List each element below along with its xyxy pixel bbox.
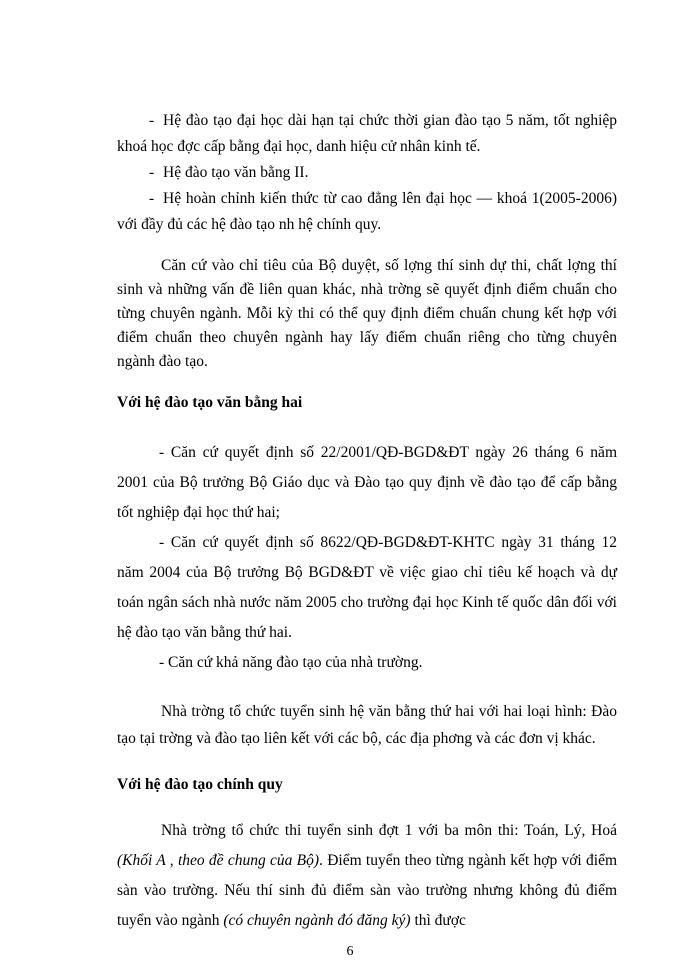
bullet-item: - Hệ đào tạo văn bằng II.	[149, 164, 309, 181]
admission-italic-2: (có chuyên ngành đó đăng ký)	[223, 912, 411, 929]
page-number: 6	[346, 944, 354, 959]
admission-text-2: . Điểm tuyển theo từng ngành kết hợp với điểm sàn vào trường. Nếu thí sinh đủ điểm sàn vào trường nhưng không đủ điểm tuyển vào ngành	[117, 852, 618, 929]
page-content	[117, 108, 617, 936]
dash-item: - Căn cứ quyết định số 8622/QĐ-BGD&ĐT-KHTC ngày 31 tháng 12 năm 2004 của Bộ trưởng Bộ BGD&ĐT về việc giao chỉ tiêu kế hoạch và dự toán ngân sách nhà nước năm 2005 cho trường đại học Kinh tế quốc dân đối với hệ đào tạo văn bằng thứ hai.	[117, 534, 617, 641]
admission-italic-1: (Khối A , theo đề chung của Bộ)	[117, 852, 320, 869]
admission-text-1: Nhà trờng tổ chức thi tuyển sinh đợt 1 với ba môn thi: Toán, Lý, Hoá	[161, 822, 617, 839]
paragraph-criteria: Căn cứ vào chỉ tiêu của Bộ duyệt, số lợng thí sinh dự thi, chất lợng thí sinh và những vấn đề liên quan khác, nhà trờng sẽ quyết định điểm chuẩn cho từng chuyên ngành. Mỗi kỳ thi có thể quy định điểm chuẩn chung kết hợp với điểm chuẩn theo chuyên ngành hay lấy điểm chuẩn riêng cho từng chuyên ngành đào tạo.	[117, 257, 617, 370]
admission-text-3: thì được	[410, 912, 466, 929]
bullet-item: - Hệ đào tạo đại học dài hạn tại chức thời gian đào tạo 5 năm, tốt nghiệp khoá học đợc cấp bằng đại học, danh hiệu cử nhân kinh tế.	[117, 112, 617, 155]
paragraph-school: Nhà trờng tổ chức tuyển sinh hệ văn bằng thứ hai với hai loại hình: Đào tạo tại trờng và đào tạo liên kết với các bộ, các địa phơng và các đơn vị khác.	[117, 703, 617, 747]
paragraph-admission	[117, 816, 617, 936]
section-heading-vb2: Với hệ đào tạo văn bằng hai	[117, 394, 303, 411]
bullet-item: - Hệ hoàn chỉnh kiến thức từ cao đẳng lên đại học — khoá 1(2005-2006) với đầy đủ các hệ đào tạo nh hệ chính quy.	[117, 190, 617, 233]
bullet-text: Hệ hoàn chỉnh kiến thức từ cao đẳng lên đại học — khoá 1(2005-2006) với đầy đủ các hệ đào tạo nh hệ chính quy.	[117, 190, 617, 233]
dash-item: - Căn cứ quyết định số 22/2001/QĐ-BGD&ĐT ngày 26 tháng 6 năm 2001 của Bộ trưởng Bộ Giáo dục và Đào tạo quy định về đào tạo để cấp bằng tốt nghiệp đại học thứ hai;	[117, 444, 617, 521]
dash-item: - Căn cứ khả năng đào tạo của nhà trường.	[159, 654, 423, 671]
section-heading-cq: Với hệ đào tạo chính quy	[117, 776, 283, 793]
bullet-text: Hệ đào tạo văn bằng II.	[163, 164, 309, 181]
bullet-text: Hệ đào tạo đại học dài hạn tại chức thời gian đào tạo 5 năm, tốt nghiệp khoá học đợc cấp bằng đại học, danh hiệu cử nhân kinh tế.	[117, 112, 617, 155]
